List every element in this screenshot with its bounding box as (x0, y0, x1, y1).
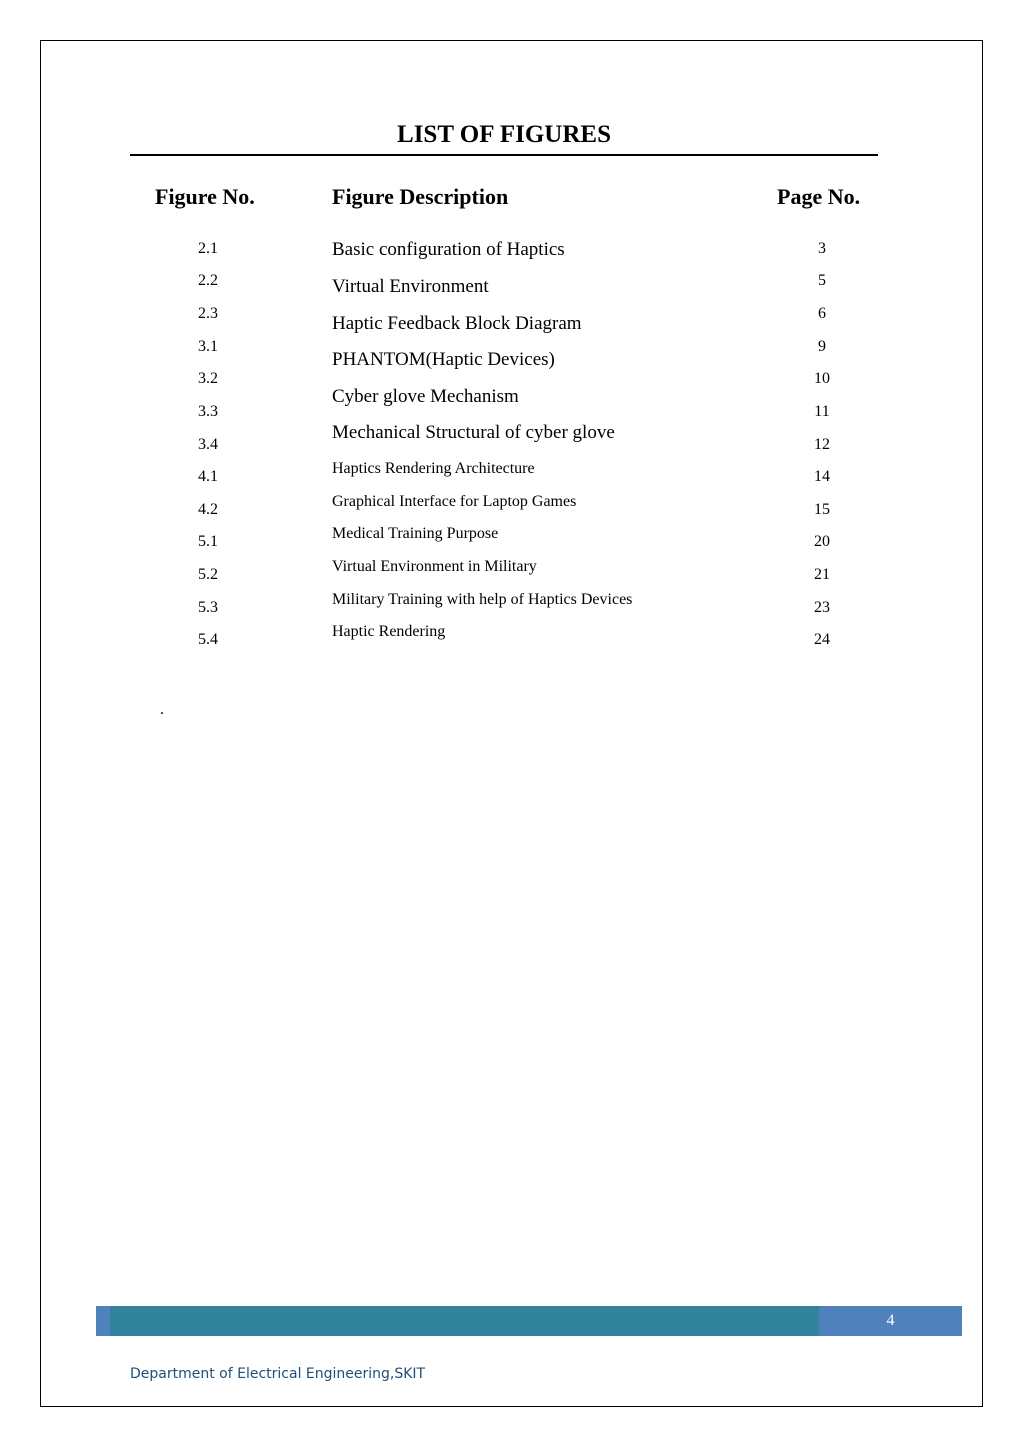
figure-description: Mechanical Structural of cyber glove (332, 422, 615, 443)
page-number: 24 (814, 631, 830, 648)
figure-number: 5.3 (198, 599, 218, 616)
page-number: 21 (814, 566, 830, 583)
footer-bar (96, 1306, 962, 1336)
page-number: 9 (818, 338, 826, 355)
footer-bar-cap (96, 1306, 110, 1336)
figure-number: 4.2 (198, 501, 218, 518)
figure-number: 3.1 (198, 338, 218, 355)
figure-description: Medical Training Purpose (332, 525, 499, 542)
figure-number: 4.1 (198, 468, 218, 485)
page-number: 23 (814, 599, 830, 616)
figure-number: 5.4 (198, 631, 218, 648)
column-header-figure-no: Figure No. (155, 184, 255, 209)
page-number: 14 (814, 468, 830, 485)
page-number: 11 (814, 403, 830, 420)
figure-description: PHANTOM(Haptic Devices) (332, 349, 555, 370)
figure-description: Haptics Rendering Architecture (332, 460, 535, 477)
figure-number: 5.2 (198, 566, 218, 583)
figure-description: Military Training with help of Haptics Devices (332, 591, 633, 608)
figure-description: Haptic Rendering (332, 623, 446, 640)
figure-number: 2.2 (198, 272, 218, 289)
page-number: 20 (814, 533, 830, 550)
footer-page-number: 4 (819, 1306, 962, 1336)
figure-description: Basic configuration of Haptics (332, 239, 565, 260)
page-number: 6 (818, 305, 826, 322)
footer-department: Department of Electrical Engineering,SKIT (130, 1366, 426, 1382)
column-header-description: Figure Description (332, 184, 509, 209)
page-number: 5 (818, 272, 826, 289)
column-header-page-no: Page No. (777, 184, 861, 209)
stray-period: . (160, 701, 164, 718)
page-number: 15 (814, 501, 830, 518)
figure-description: Virtual Environment in Military (332, 558, 537, 575)
figure-description: Haptic Feedback Block Diagram (332, 313, 582, 334)
figure-description: Virtual Environment (332, 276, 489, 297)
title-underline (130, 154, 878, 156)
figure-description: Cyber glove Mechanism (332, 386, 519, 407)
figure-description: Graphical Interface for Laptop Games (332, 493, 577, 510)
figure-number: 3.3 (198, 403, 218, 420)
figure-number: 2.1 (198, 240, 218, 257)
page-number: 3 (818, 240, 826, 257)
figure-number: 3.2 (198, 370, 218, 387)
page-number: 12 (814, 436, 830, 453)
figure-number: 5.1 (198, 533, 218, 550)
page-number: 10 (814, 370, 830, 387)
page-title: LIST OF FIGURES (397, 121, 611, 148)
footer-bar-band (110, 1306, 819, 1336)
figure-number: 3.4 (198, 436, 218, 453)
figure-number: 2.3 (198, 305, 218, 322)
